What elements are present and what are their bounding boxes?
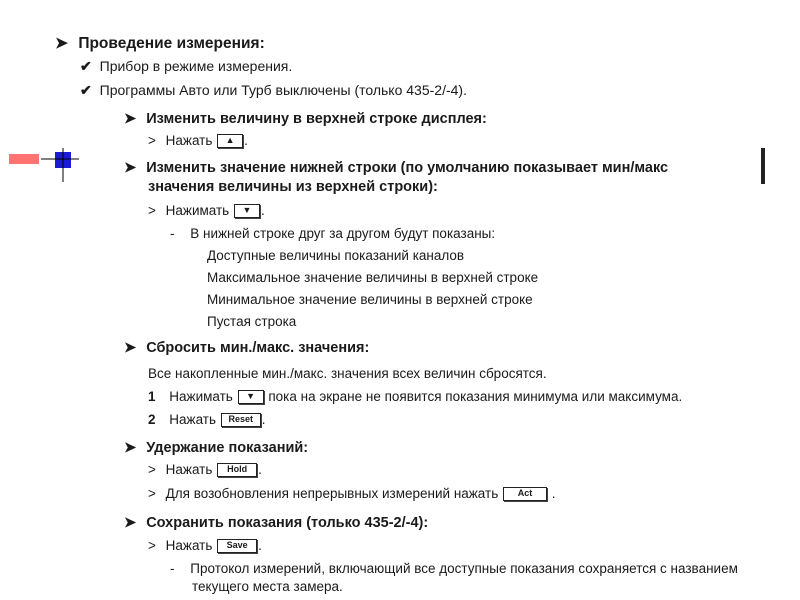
check-icon: ✔ — [80, 82, 92, 98]
instruction-line: > Нажать ▲ . — [148, 133, 248, 148]
subsection-heading-reset-minmax: ➤ Сбросить мин./макс. значения: — [124, 340, 370, 356]
subsection-heading-upper-line: ➤ Изменить величину в верхней строке дисплея: — [124, 111, 487, 127]
list-item: Максимальное значение величины в верхней строке — [207, 270, 539, 285]
save-key-button[interactable]: Save — [217, 539, 257, 553]
subsection-heading-save: ➤ Сохранить показания (только 435-2/-4): — [124, 515, 429, 531]
hold-key-button[interactable]: Hold — [217, 463, 257, 477]
check-icon: ✔ — [80, 58, 92, 74]
step-item: 1 Нажимать ▼ пока на экране не появится показания минимума или максимума. — [148, 389, 683, 404]
arrow-icon: ➤ — [124, 160, 137, 176]
gt-icon: > — [148, 538, 156, 553]
arrow-icon: ➤ — [55, 35, 68, 52]
gt-icon: > — [148, 133, 156, 148]
description-text: Все накопленные мин./макс. значения всех величин сбросятся. — [148, 366, 547, 381]
dash-icon: - — [170, 561, 175, 576]
check-item: ✔ Прибор в режиме измерения. — [80, 58, 293, 74]
instruction-line: > Нажимать ▼ . — [148, 203, 265, 218]
down-key-button[interactable]: ▼ — [238, 390, 264, 404]
list-item: Минимальное значение величины в верхней строке — [207, 292, 533, 307]
arrow-icon: ➤ — [124, 515, 137, 531]
instruction-line: > Для возобновления непрерывных измерений нажать Act . — [148, 486, 556, 501]
arrow-icon: ➤ — [124, 340, 137, 356]
list-item: Доступные величины показаний каналов — [207, 248, 465, 263]
subsection-heading-lower-line-cont: значения величины из верхней строки): — [148, 179, 438, 195]
gt-icon: > — [148, 203, 156, 218]
instruction-line: > Нажать Save . — [148, 538, 262, 553]
arrow-icon: ➤ — [124, 440, 137, 456]
check-item: ✔ Программы Авто или Турб выключены (только 435-2/-4). — [80, 82, 467, 98]
slide-corner-decoration — [9, 148, 79, 182]
step-item: 2 Нажать Reset . — [148, 412, 266, 427]
gt-icon: > — [148, 462, 156, 477]
instruction-line: > Нажать Hold . — [148, 462, 262, 477]
act-key-button[interactable]: Act — [503, 487, 547, 501]
dash-icon: - — [170, 226, 175, 241]
down-key-button[interactable]: ▼ — [234, 204, 260, 218]
list-item: Пустая строка — [207, 314, 297, 329]
scrollbar[interactable] — [761, 148, 765, 184]
dash-item: - В нижней строке друг за другом будут показаны: — [170, 226, 496, 241]
gt-icon: > — [148, 486, 156, 501]
arrow-icon: ➤ — [124, 111, 137, 127]
subsection-heading-hold: ➤ Удержание показаний: — [124, 440, 309, 456]
section-heading-measurement: ➤ Проведение измерения: — [55, 35, 265, 52]
dash-item-cont: текущего места замера. — [192, 579, 343, 594]
reset-key-button[interactable]: Reset — [221, 413, 261, 427]
dash-item: - Протокол измерений, включающий все доступные показания сохраняется с названием — [170, 561, 738, 576]
subsection-heading-lower-line: ➤ Изменить значение нижней строки (по умолчанию показывает мин/макс — [124, 160, 669, 176]
up-key-button[interactable]: ▲ — [217, 134, 243, 148]
